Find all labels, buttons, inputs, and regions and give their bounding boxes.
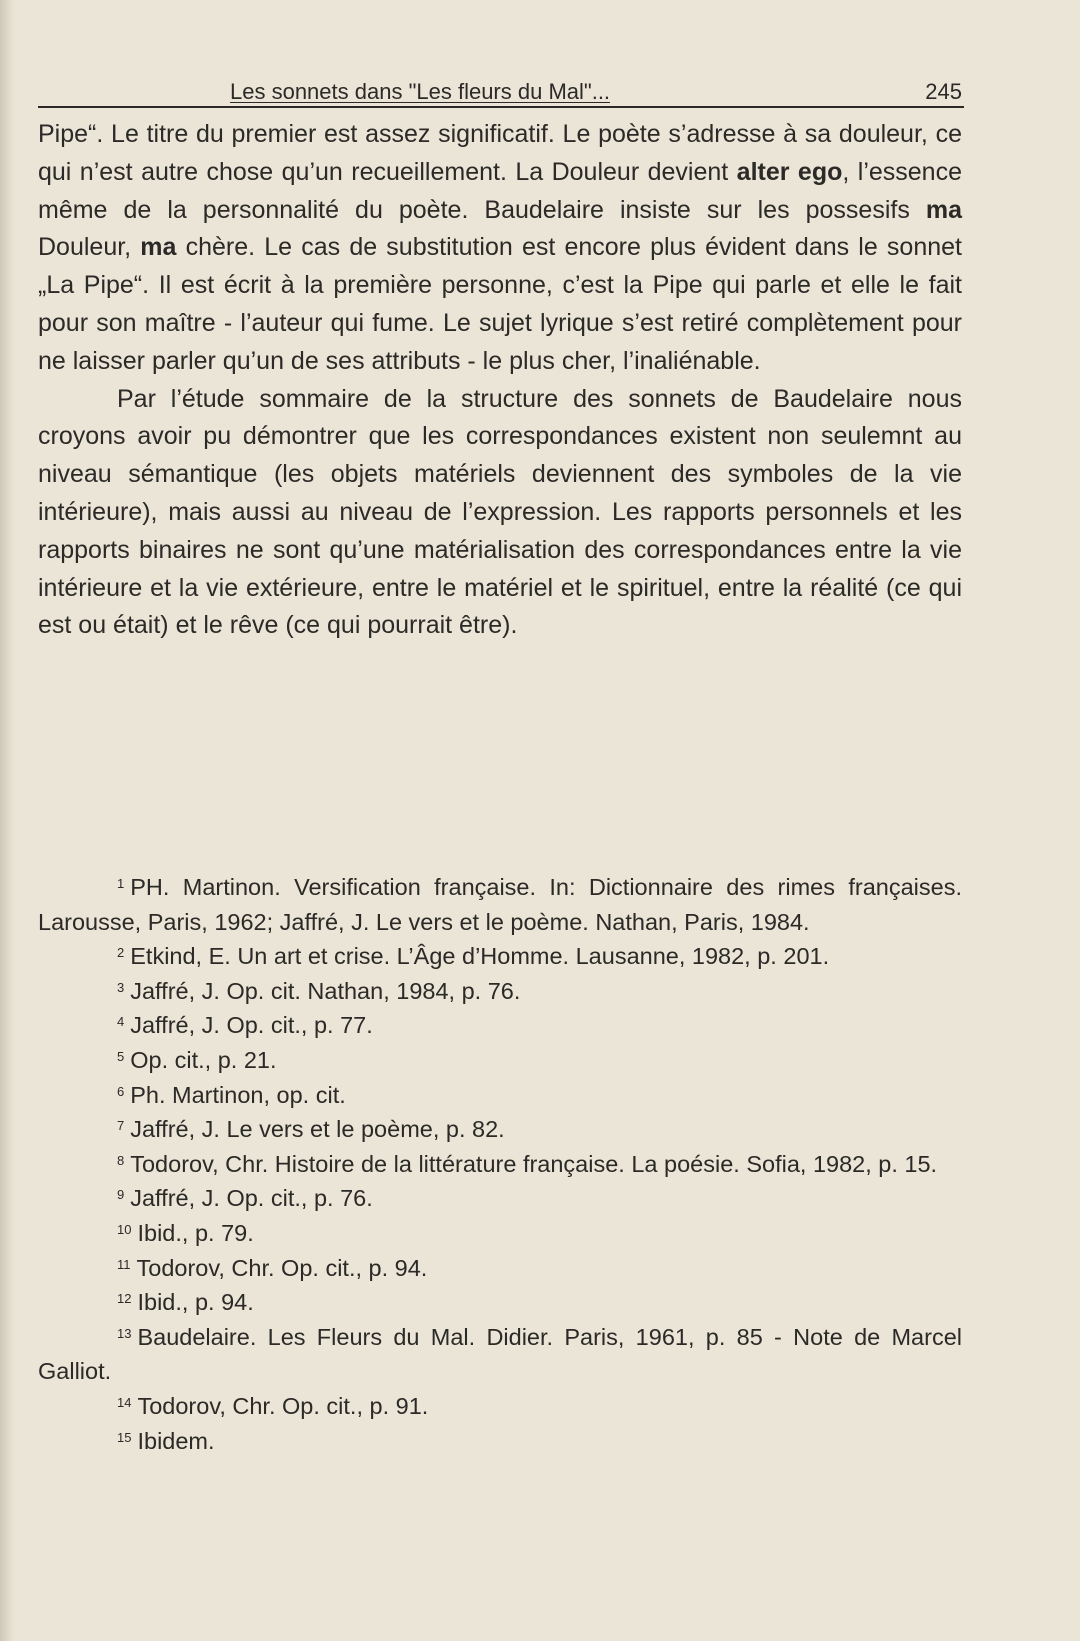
footnote xyxy=(38,1147,962,1182)
emphasis-ma-2: ma xyxy=(140,233,177,262)
footnote-text: Todorov, Chr. Op. cit., p. 94. xyxy=(136,1254,428,1281)
paragraph-1-part-1: Pipe“. Le titre du premier est assez significatif. Le poète s’adresse à sa douleur, ce qui n’est autre chose qu’un recueillement. La Douleur devient xyxy=(38,120,962,186)
header-rule xyxy=(38,106,964,108)
footnote xyxy=(38,870,962,939)
footnote-text: Todorov, Chr. Histoire de la littérature française. La poésie. Sofia, 1982, p. 15. xyxy=(130,1150,938,1177)
footnote-text: Op. cit., p. 21. xyxy=(130,1046,277,1073)
footnote xyxy=(38,1389,962,1424)
footnote-text: Etkind, E. Un art et crise. L’Âge d’Homme. Lausanne, 1982, p. 201. xyxy=(130,943,830,970)
footnote-number: 11 xyxy=(117,1256,131,1272)
paragraph-1-part-2: , l’essence même de la personnalité du poète. Baudelaire insiste sur les possesifs xyxy=(38,157,962,224)
footnote-number: 12 xyxy=(117,1291,132,1307)
footnote xyxy=(38,974,962,1009)
footnote xyxy=(38,1320,962,1389)
footnote-text: Baudelaire. Les Fleurs du Mal. Didier. Paris, 1961, p. 85 - Note de Marcel Galliot. xyxy=(38,1323,962,1385)
running-header xyxy=(38,76,962,106)
footnote xyxy=(38,1216,962,1251)
footnote-number: 9 xyxy=(117,1187,125,1203)
footnote-text: PH. Martinon. Versification française. In: Dictionnaire des rimes françaises. Larousse, Paris, 1962; Jaffré, J. Le vers et le poème. Nathan, Paris, 1984. xyxy=(38,874,962,935)
paragraph-2: Par l’étude sommaire de la structure des sonnets de Baudelaire nous croyons avoir pu démontrer que les correspondances existent non seulemnt au niveau sémantique (les objets matériels deviennent des symboles de la vie intérieure), mais aussi au niveau de l’expression. Les rapports personnels et les rapports binaires ne sont qu’une matérialisation des correspondances entre la vie intérieure et la vie extérieure, entre le matériel et le spirituel, entre la réalité (ce qui est ou était) et le rêve (ce qui pourrait être). xyxy=(38,384,962,640)
footnote-number: 14 xyxy=(117,1394,132,1410)
paragraph-1 xyxy=(38,116,962,381)
page-edge-shadow xyxy=(0,0,14,1641)
footnotes xyxy=(38,870,962,1458)
footnote xyxy=(38,1043,962,1078)
footnote-number: 15 xyxy=(117,1429,132,1445)
footnote-number: 1 xyxy=(117,876,125,891)
footnote-text: Jaffré, J. Op. cit. Nathan, 1984, p. 76. xyxy=(130,977,521,1004)
paragraph-1-part-3: Douleur, xyxy=(38,233,141,262)
footnote-text: Jaffré, J. Op. cit., p. 76. xyxy=(130,1185,373,1212)
footnote-text: Ph. Martinon, op. cit. xyxy=(130,1081,346,1108)
body-text xyxy=(38,116,962,645)
footnote-text: Ibid., p. 79. xyxy=(137,1219,254,1246)
emphasis-alter-ego: alter ego xyxy=(736,157,843,186)
footnote-number: 3 xyxy=(117,979,125,995)
footnote xyxy=(38,1424,962,1459)
footnote-text: Todorov, Chr. Op. cit., p. 91. xyxy=(137,1392,429,1419)
footnote xyxy=(38,1251,962,1286)
paragraph-1-part-4: chère. Le cas de substitution est encore plus évident dans le sonnet „La Pipe“. Il est écrit à la première personne, c’est la Pipe qui parle et elle le fait pour son maître - l’auteur qui fume. Le sujet lyrique s’est retiré complètement pour ne laisser parler qu’un de ses attributs - le plus cher, l’inaliénable. xyxy=(38,233,962,375)
footnote-number: 5 xyxy=(117,1048,125,1064)
footnote xyxy=(38,1008,962,1043)
footnote-text: Ibid., p. 94. xyxy=(137,1289,254,1316)
footnote-number: 8 xyxy=(117,1152,125,1168)
footnote-number: 4 xyxy=(117,1014,125,1030)
footnote-text: Jaffré, J. Op. cit., p. 77. xyxy=(130,1012,373,1039)
footnote-text: Jaffré, J. Le vers et le poème, p. 82. xyxy=(130,1116,505,1143)
footnote xyxy=(38,1285,962,1320)
footnote-number: 2 xyxy=(117,945,125,961)
emphasis-ma-1: ma xyxy=(925,195,962,224)
footnote-number: 6 xyxy=(117,1083,125,1099)
footnote xyxy=(38,1112,962,1147)
footnote xyxy=(38,1181,962,1216)
page-number: 245 xyxy=(925,79,962,104)
footnote-number: 10 xyxy=(117,1221,132,1237)
footnote xyxy=(38,1078,962,1113)
footnote-number: 7 xyxy=(117,1118,125,1134)
footnote-number: 13 xyxy=(117,1325,132,1341)
footnote xyxy=(38,939,962,974)
footnote-text: Ibidem. xyxy=(137,1427,215,1454)
running-title: Les sonnets dans "Les fleurs du Mal"... xyxy=(230,79,611,104)
